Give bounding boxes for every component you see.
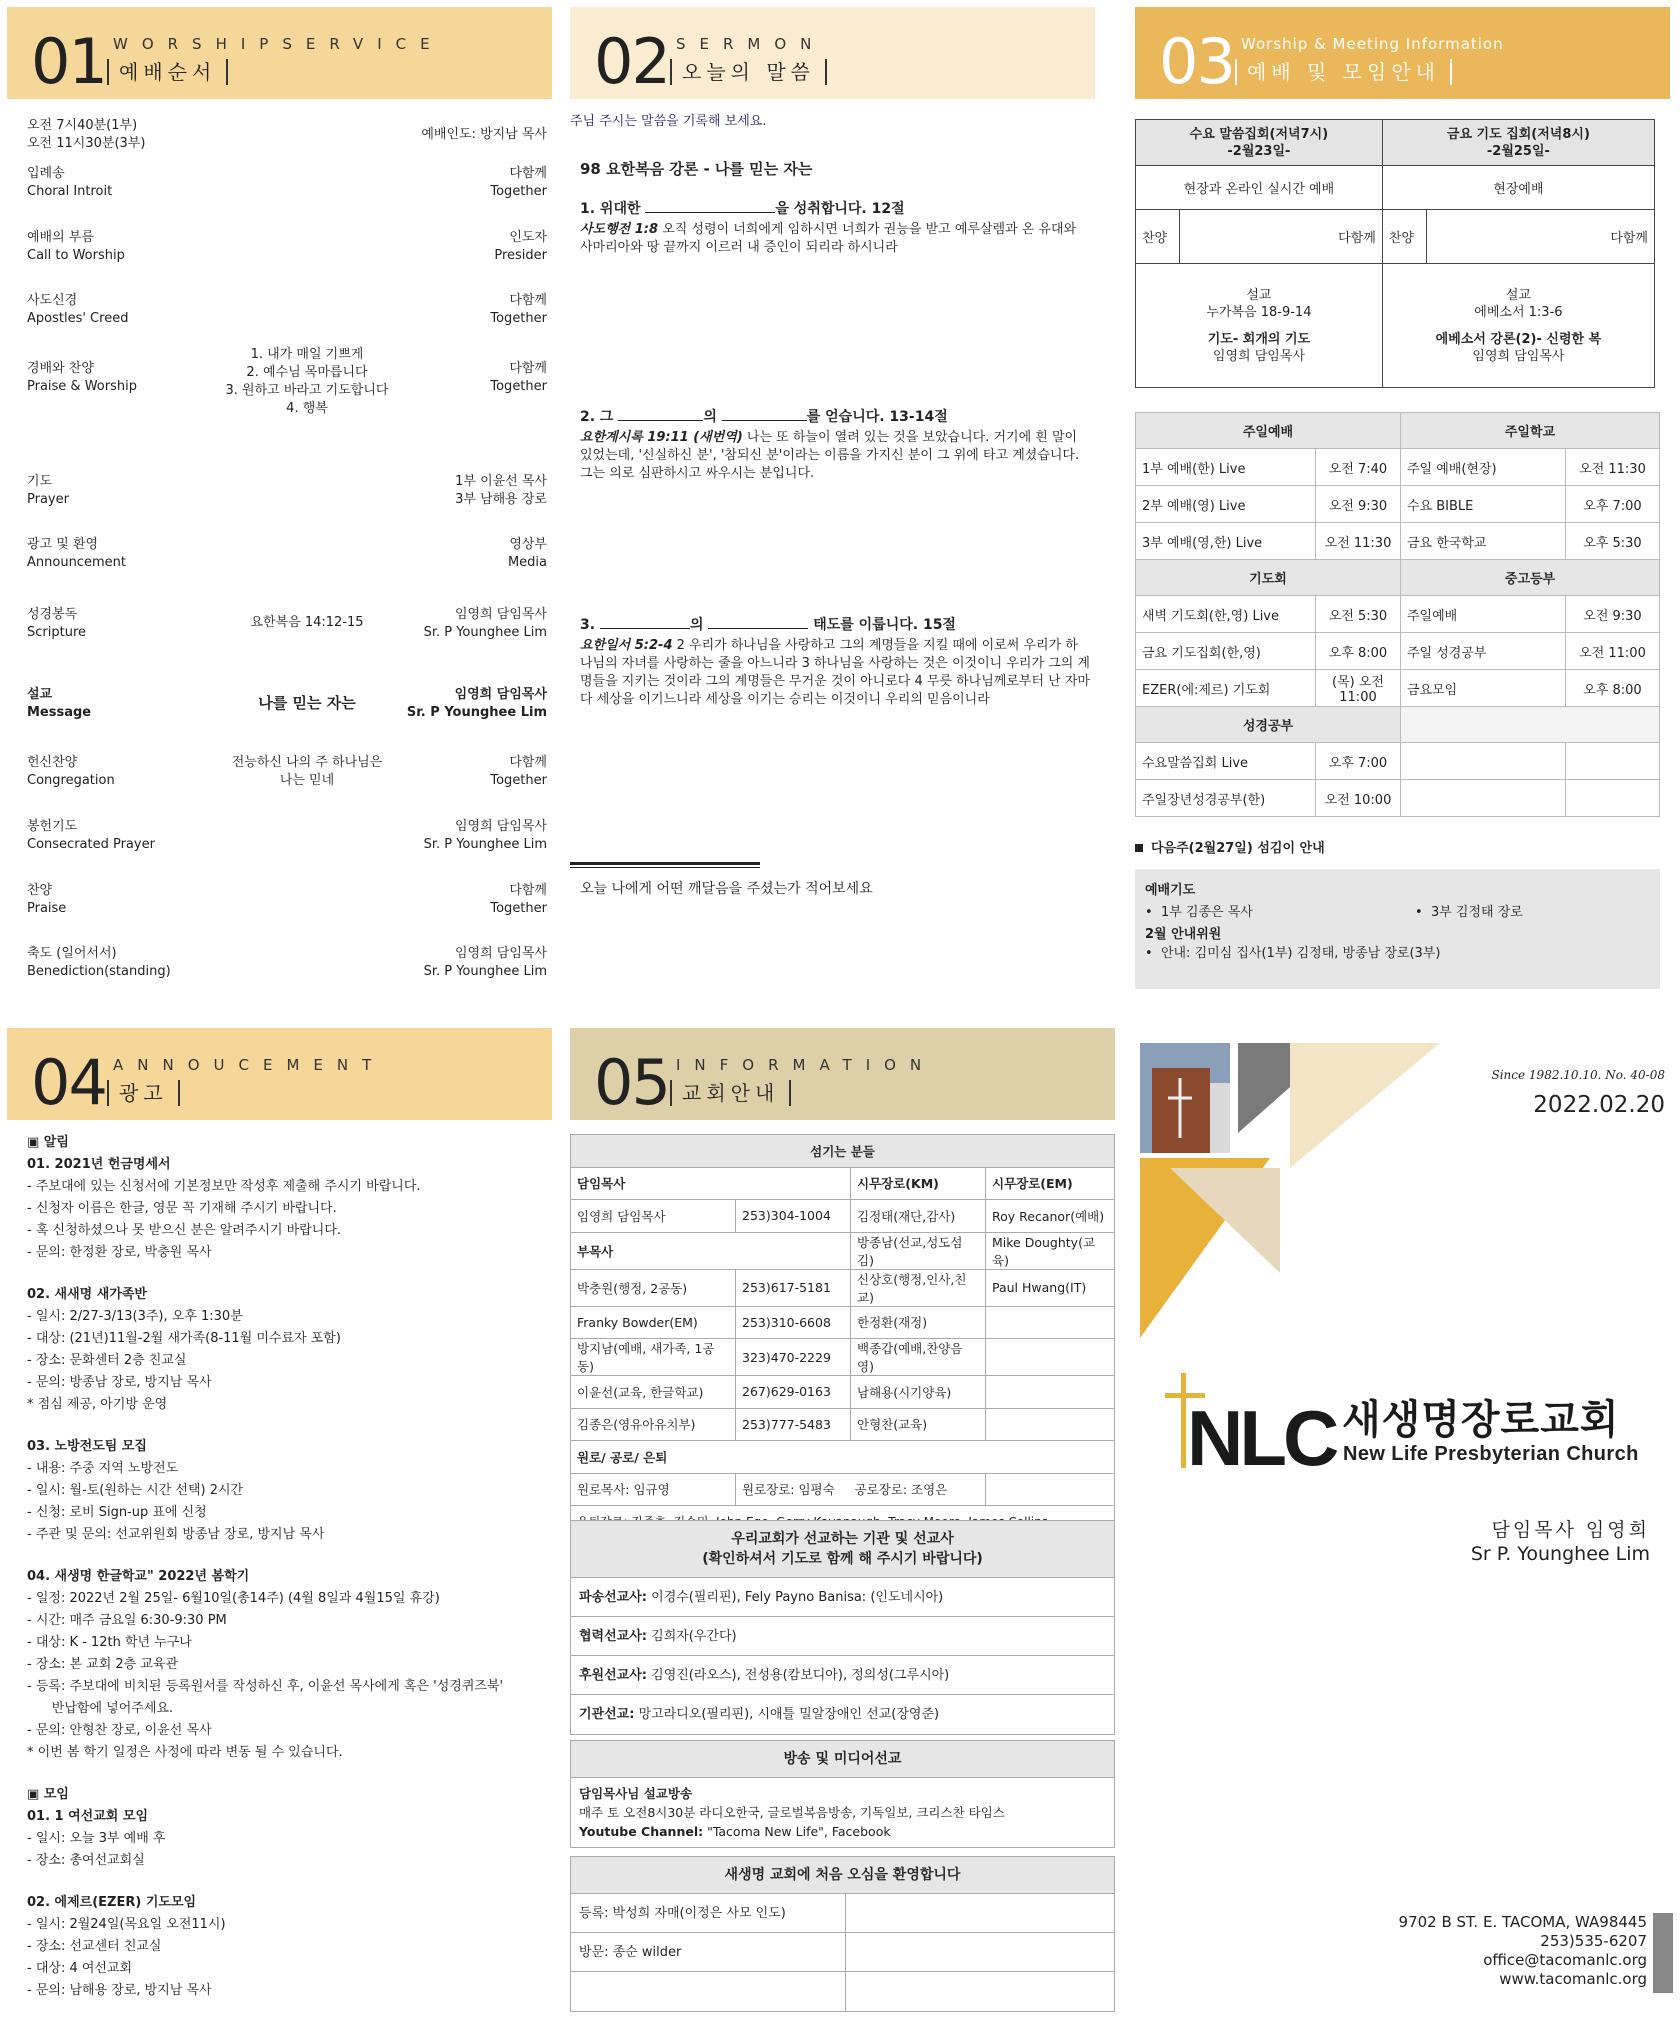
order-kor: 성경봉독: [27, 607, 78, 622]
order-eng: Call to Worship: [27, 248, 125, 263]
point-3-verse: 요한일서 5:2-4 2 우리가 하나님을 사랑하고 그의 계명들을 지킬 때에 이로써 우리가 하나님의 자녀를 사랑하는 줄을 아느니라 3 하나님을 사랑하는 것은 이것이니 우리가 그의 계명들을 지키는 것이라 그의 계명들은 무거운 것이 아니로다 4 무릇 하나님께로부터 난 자마다 세상을 이기느니라 세상을 이기는 승리는 이것이니 우리의 믿음이니라: [580, 638, 1090, 707]
ann-line: - 장소: 선교센터 친교실: [27, 1939, 162, 1954]
ann-line: * 점심 제공, 아기방 운영: [27, 1397, 168, 1412]
ann-section-title: ▣ 모임: [27, 1787, 69, 1802]
staff-row: 방지남(예배, 새가족, 1공동) 323)470-2229 백종갑(예배,찬양음영): [571, 1339, 1115, 1376]
staff-row: 임영희 담임목사 253)304-1004 김정태(재단,감사) Roy Recanor(예배): [571, 1200, 1115, 1233]
ann-line: 반납함에 넣어주세요.: [27, 1701, 174, 1716]
ann-line: - 장소: 본 교회 2층 교육관: [27, 1657, 179, 1672]
sermon-panel: [570, 7, 1095, 982]
ann-line: - 주보대에 있는 신청서에 기본정보만 작성후 제출해 주시기 바랍니다.: [27, 1179, 421, 1194]
ann-line: - 대상: 4 여선교회: [27, 1961, 133, 1976]
ann-item-title: 03. 노방전도팀 모집: [27, 1439, 147, 1454]
order-eng: Message: [27, 705, 92, 720]
weekday-meetings-table: 수요 말씀집회(저녁7시) -2월23일- 금요 기도 집회(저녁8시) -2월25일- 현장과 온라인 실시간 예배 현장예배 찬양 다함께 찬양 다함께 설교 누가복음 18-9-14 기도- 회개의 기도 임영희 담임목사 설교 에베소서 1:3-6 에베소서 강론(2)- 신령한 복 임영희 담임목사: [1135, 119, 1655, 388]
point-1-heading: 1. 위대한 을 성취합니다. 12절: [580, 201, 905, 217]
order-kor: 기도: [27, 474, 53, 489]
ann-line: - 일시: 2월24일(목요일 오전11시): [27, 1917, 226, 1932]
section-header: [7, 7, 552, 99]
order-kor: 입례송: [27, 166, 65, 181]
order-detail: 요한복음 14:12-15: [250, 615, 364, 630]
ann-line: - 대상: K - 12th 학년 누구나: [27, 1635, 192, 1650]
order-eng: Praise: [27, 901, 67, 916]
meeting-info-panel: [1135, 7, 1670, 992]
staff-row: 이윤선(교육, 한글학교) 267)629-0163 남해용(시기양육): [571, 1376, 1115, 1409]
schedule-row: 금요 기도집회(한,영) 오후 8:00 주일 성경공부 오전 11:00: [1136, 633, 1660, 670]
church-address: 9702 B ST. E. TACOMA, WA98445 253)535-6207 office@tacomanlc.org www.tacomanlc.org: [1398, 1913, 1647, 1988]
order-kor: 경배와 찬양: [27, 361, 94, 376]
schedule-row: 3부 예배(영,한) Live 오전 11:30 금요 한국학교 오후 5:30: [1136, 523, 1660, 560]
section-eng-title: Worship & Meeting Information: [1241, 35, 1504, 53]
divider: [570, 862, 760, 868]
order-eng: Benediction(standing): [27, 964, 171, 979]
announcement-panel: [7, 1028, 552, 2033]
section-header: [570, 7, 1095, 99]
section-eng-title: WORSHIPSERVICE: [113, 35, 444, 53]
ann-line: - 시간: 매주 금요일 6:30-9:30 PM: [27, 1613, 227, 1628]
order-kor: 봉헌기도: [27, 819, 78, 834]
weekly-schedule-table: 주일예배 주일학교 1부 예배(한) Live 오전 7:40 주일 예배(현장) 오전 11:30 2부 예배(영) Live 오전 9:30 수요 BIBLE 오후 7:00 3부 예배(영,한) Live 오전 11:30 금요 한국학교 오후 5:30 기도회 중고등부 새벽 기도회(한,영) Live 오전 5:30 주일예배 오전 9:30 금요 기도집회(한,영) 오후 8:00 주일 성경공부 오전 11:00 EZER(에:제르) 기도회 (목) 오전 11:00 금요모임 오후 8:00 성경공부 수요말씀집회 Live 오후 7:00 주일장년성경공부(한) 오전 10:00: [1135, 412, 1660, 817]
staff-row: Franky Bowder(EM) 253)310-6608 한정환(재정): [571, 1306, 1115, 1339]
cover-panel: [1140, 1028, 1675, 2033]
order-eng: Scripture: [27, 625, 87, 640]
ann-item-title: 01. 1 여선교회 모임: [27, 1809, 149, 1824]
staff-table: 섬기는 분들 담임목사 시무장로(KM) 시무장로(EM) 임영희 담임목사 253)304-1004 김정태(재단,감사) Roy Recanor(예배) 부목사 방종남(선교,성도섬김) Mike Doughty(교육) 박충원(행정, 2공동) 253)617-5181 신상호(행정,인사,친교) Paul Hwang(IT) Franky Bowder(EM) 253)310-6608 한정환(재정) 방지남(예배, 새가족, 1공동) 323)470-2229 백종갑(예배,찬양음영) 이윤선(교육, 한글학교) 267)629-0163 남해용(시기양육) 김종은(영유아유치부) 253)777-5483 안형찬(교육) 원로/ 공로/ 은퇴 원로목사: 임규영 원로장로: 임평숙 공로장로: 조영은: [570, 1134, 1115, 1539]
order-kor: 사도신경: [27, 293, 78, 308]
ann-line: - 일정: 2022년 2월 25일- 6월10일(총14주) (4월 8일과 4월15일 휴강): [27, 1591, 440, 1606]
pastor-name: 담임목사 임영희 Sr P. Younghee Lim: [1470, 1519, 1650, 1565]
order-kor: 헌신찬양: [27, 755, 78, 770]
schedule-row: EZER(에:제르) 기도회 (목) 오전 11:00 금요모임 오후 8:00: [1136, 670, 1660, 707]
ann-item-title: 01. 2021년 헌금명세서: [27, 1157, 171, 1172]
point-1-verse: 사도행전 1:8 오직 성령이 너희에게 임하시면 너희가 권능을 받고 예루살렘과 온 유대와 사마리아와 땅 끝까지 이르러 내 증인이 되리라 하시니라: [580, 222, 1077, 255]
order-eng: Consecrated Prayer: [27, 837, 155, 852]
section-kor-title: 광고: [107, 1080, 180, 1106]
ann-line: - 문의: 한정환 장로, 박충원 목사: [27, 1245, 212, 1260]
church-info-panel: [570, 1028, 1115, 2033]
sermon-title: 98 요한복음 강론 - 나를 믿는 자는: [580, 160, 813, 178]
ann-line: * 이번 봄 학기 일정은 사정에 따라 변동 될 수 있습니다.: [27, 1745, 343, 1760]
worship-order-panel: 01 WORSHIPSERVICE 예배순서 오전 7시40분(1부) 오전 11시30분(3부) 예배인도: 방지남 목사 입례송 Choral Introit 다함께 Together 예배의 부름 Call to Worship 인도자 Presider 사도신경 Apostles' Creed 다함께 Together 경배와 찬양 Praise & Worship 1. 내가 매일 기쁘게 2. 예수님 목마릅니다 3. 원하고 바라고 기도합니다 4. 행복 다함께 Together 기도 Prayer 1부 이윤선 목사 3부 남해용 장로 광고 및 환영 Announcement 영상부 Media 성경봉독 Scripture 요한복음 14:12-15 임영희 담임목사 Sr. P Younghee Lim 설교 Message 나를 믿는 자는 임영희 담임목사 Sr. P Younghee Lim 헌신찬양 Congregation 전능하신 나의 주 하나님은 나는 믿네 다함께 Together 봉헌기도 Consecrated Prayer 임영희 담임목사 Sr. P Younghee Lim 찬양 Praise 다함께 Together 축도 (일어서서) Benediction(standing) 임영희 담임목사 Sr. P Younghee Lim: [7, 7, 552, 982]
staff-row: 박충원(행정, 2공동) 253)617-5181 신상호(행정,인사,친교) Paul Hwang(IT): [571, 1269, 1115, 1306]
staff-row: 부목사 방종남(선교,성도섬김) Mike Doughty(교육): [571, 1232, 1115, 1269]
section-header: [1135, 7, 1670, 99]
section-kor-title: 예배 및 모임안내: [1235, 59, 1452, 85]
order-kor: 예배의 부름: [27, 230, 94, 245]
cross-icon: [1181, 1373, 1186, 1468]
ann-line: - 문의: 남해용 장로, 방지남 목사: [27, 1983, 212, 1998]
order-kor: 광고 및 환영: [27, 537, 99, 552]
section-number: 03: [1159, 25, 1234, 98]
ann-item-title: 04. 새생명 한글학교" 2022년 봄학기: [27, 1569, 250, 1584]
section-kor-title: 오늘의 말씀: [670, 59, 827, 85]
media-box: 방송 및 미디어선교 담임목사님 설교방송 매주 토 오전8시30분 라디오한국, 글로벌복음방송, 기독일보, 크리스찬 타임스 Youtube Channel: "Tacoma New Life", Facebook: [570, 1740, 1115, 1848]
ann-line: - 대상: (21년)11월-2월 새가족(8-11월 미수료자 포함): [27, 1331, 341, 1346]
bulletin-date: 2022.02.20: [1533, 1092, 1665, 1118]
section-number: 01: [31, 25, 106, 98]
section-kor-title: 교회안내: [670, 1080, 791, 1106]
worship-leader: 예배인도: 방지남 목사: [421, 127, 547, 142]
point-2-verse: 요한계시록 19:11 (새번역) 나는 또 하늘이 열려 있는 것을 보았습니다. 거기에 흰 말이 있었는데, '신실하신 분', '참되신 분'이라는 이름을 가지신 분이 그 위에 타고 계셨습니다. 그는 의로 심판하시고 싸우시는 분입니다.: [580, 430, 1080, 481]
schedule-row: 주일장년성경공부(한) 오전 10:00: [1136, 780, 1660, 817]
order-kor: 찬양: [27, 883, 53, 898]
ann-item-title: 02. 에제르(EZER) 기도모임: [27, 1895, 197, 1910]
missions-box: 우리교회가 선교하는 기관 및 선교사 (확인하셔서 기도로 함께 해 주시기 바랍니다) 파송선교사: 이경수(필리핀), Fely Payno Banisa: (인도네시아) 협력선교사: 김희자(우간다) 후원선교사: 김영진(라오스), 전성용(캄보디아), 정의성(그루시아) 기관선교: 망고라디오(필리핀), 시애틀 밀알장애인 선교(장영준): [570, 1520, 1115, 1735]
section-number: 02: [594, 25, 669, 98]
section-number: 05: [594, 1046, 669, 1119]
schedule-row: 2부 예배(영) Live 오전 9:30 수요 BIBLE 오후 7:00: [1136, 486, 1660, 523]
ann-line: - 문의: 안형찬 장로, 이윤선 목사: [27, 1723, 212, 1738]
ann-line: - 일시: 2/27-3/13(3주), 오후 1:30분: [27, 1309, 243, 1324]
ann-line: - 일시: 오늘 3부 예배 후: [27, 1831, 166, 1846]
ann-line: - 장소: 문화센터 2층 친교실: [27, 1353, 187, 1368]
welcome-box: 새생명 교회에 처음 오심을 환영합니다 등록: 박성희 자매(이정은 사모 인도) 방문: 종순 wilder: [570, 1856, 1115, 2012]
order-detail: 나를 믿는 자는: [258, 694, 356, 712]
section-kor-title: 예배순서: [107, 59, 228, 85]
ann-line: - 내용: 주중 지역 노방전도: [27, 1461, 179, 1476]
order-eng: Choral Introit: [27, 184, 113, 199]
section-number: 04: [31, 1046, 106, 1119]
section-header: [570, 1028, 1115, 1120]
order-eng: Congregation: [27, 773, 115, 788]
side-bar: [1653, 1913, 1673, 1993]
order-kor: 설교: [27, 687, 53, 702]
ann-line: - 문의: 방종남 장로, 방지남 목사: [27, 1375, 212, 1390]
servers-info-box: 예배기도 • 1부 김종은 목사 • 3부 김정태 장로 2월 안내위원 • 안내: 김미심 집사(1부) 김정태, 방종남 장로(3부): [1135, 869, 1660, 989]
order-eng: Apostles' Creed: [27, 311, 129, 326]
service-time-1: 오전 7시40분(1부): [27, 118, 138, 133]
point-2-heading: 2. 그 의 를 얻습니다. 13-14절: [580, 409, 948, 425]
order-kor: 축도 (일어서서): [27, 946, 117, 961]
ann-item-title: 02. 새새명 새가족반: [27, 1287, 147, 1302]
ann-line: - 신청: 로비 Sign-up 표에 신청: [27, 1505, 207, 1520]
schedule-row: 새벽 기도회(한,영) Live 오전 5:30 주일예배 오전 9:30: [1136, 596, 1660, 633]
ann-line: - 주관 및 문의: 선교위원회 방종남 장로, 방지남 목사: [27, 1527, 325, 1542]
order-eng: Praise & Worship: [27, 379, 137, 394]
order-detail: 1. 내가 매일 기쁘게 2. 예수님 목마릅니다 3. 원하고 바라고 기도합니다 4. 행복: [225, 347, 389, 416]
section-eng-title: SERMON: [676, 35, 826, 53]
ann-line: - 신청자 이름은 한글, 영문 꼭 기재해 주시기 바랍니다.: [27, 1201, 337, 1216]
staff-row: 김종은(영유아유치부) 253)777-5483 안형찬(교육): [571, 1408, 1115, 1441]
church-logo: NLC 새생명장로교회 New Life Presbyterian Church: [1165, 1373, 1665, 1483]
cover-graphic: [1140, 1028, 1440, 1358]
schedule-row: 수요말씀집회 Live 오후 7:00: [1136, 743, 1660, 780]
schedule-row: 1부 예배(한) Live 오전 7:40 주일 예배(현장) 오전 11:30: [1136, 449, 1660, 486]
ann-line: - 일시: 월-토(원하는 시간 선택) 2시간: [27, 1483, 244, 1498]
next-week-servers: 다음주(2월27일) 섬김이 안내: [1135, 837, 1325, 856]
reflection-prompt: 오늘 나에게 어떤 깨달음을 주셨는가 적어보세요: [580, 881, 873, 897]
sermon-intro: 주님 주시는 말씀을 기록해 보세요.: [570, 114, 767, 129]
order-detail: 전능하신 나의 주 하나님은 나는 믿네: [231, 755, 383, 788]
section-eng-title: INFORMATION: [676, 1056, 936, 1074]
order-eng: Announcement: [27, 555, 126, 570]
since-line: Since 1982.10.10. No. 40-08: [1491, 1068, 1665, 1082]
order-eng: Prayer: [27, 492, 69, 507]
ann-line: - 등록: 주보대에 비치된 등록원서를 작성하신 후, 이윤선 목사에게 혹은 '성경퀴즈북': [27, 1679, 504, 1694]
point-3-heading: 3. 의 태도를 이룹니다. 15절: [580, 617, 956, 633]
section-eng-title: ANNOUCEMENT: [113, 1056, 386, 1074]
section-header: [7, 1028, 552, 1120]
ann-section-title: ▣ 알림: [27, 1135, 69, 1150]
ann-line: - 장소: 총여선교회실: [27, 1853, 145, 1868]
service-time-2: 오전 11시30분(3부): [27, 136, 146, 151]
ann-line: - 혹 신청하셨으나 못 받으신 분은 알려주시기 바랍니다.: [27, 1223, 342, 1238]
